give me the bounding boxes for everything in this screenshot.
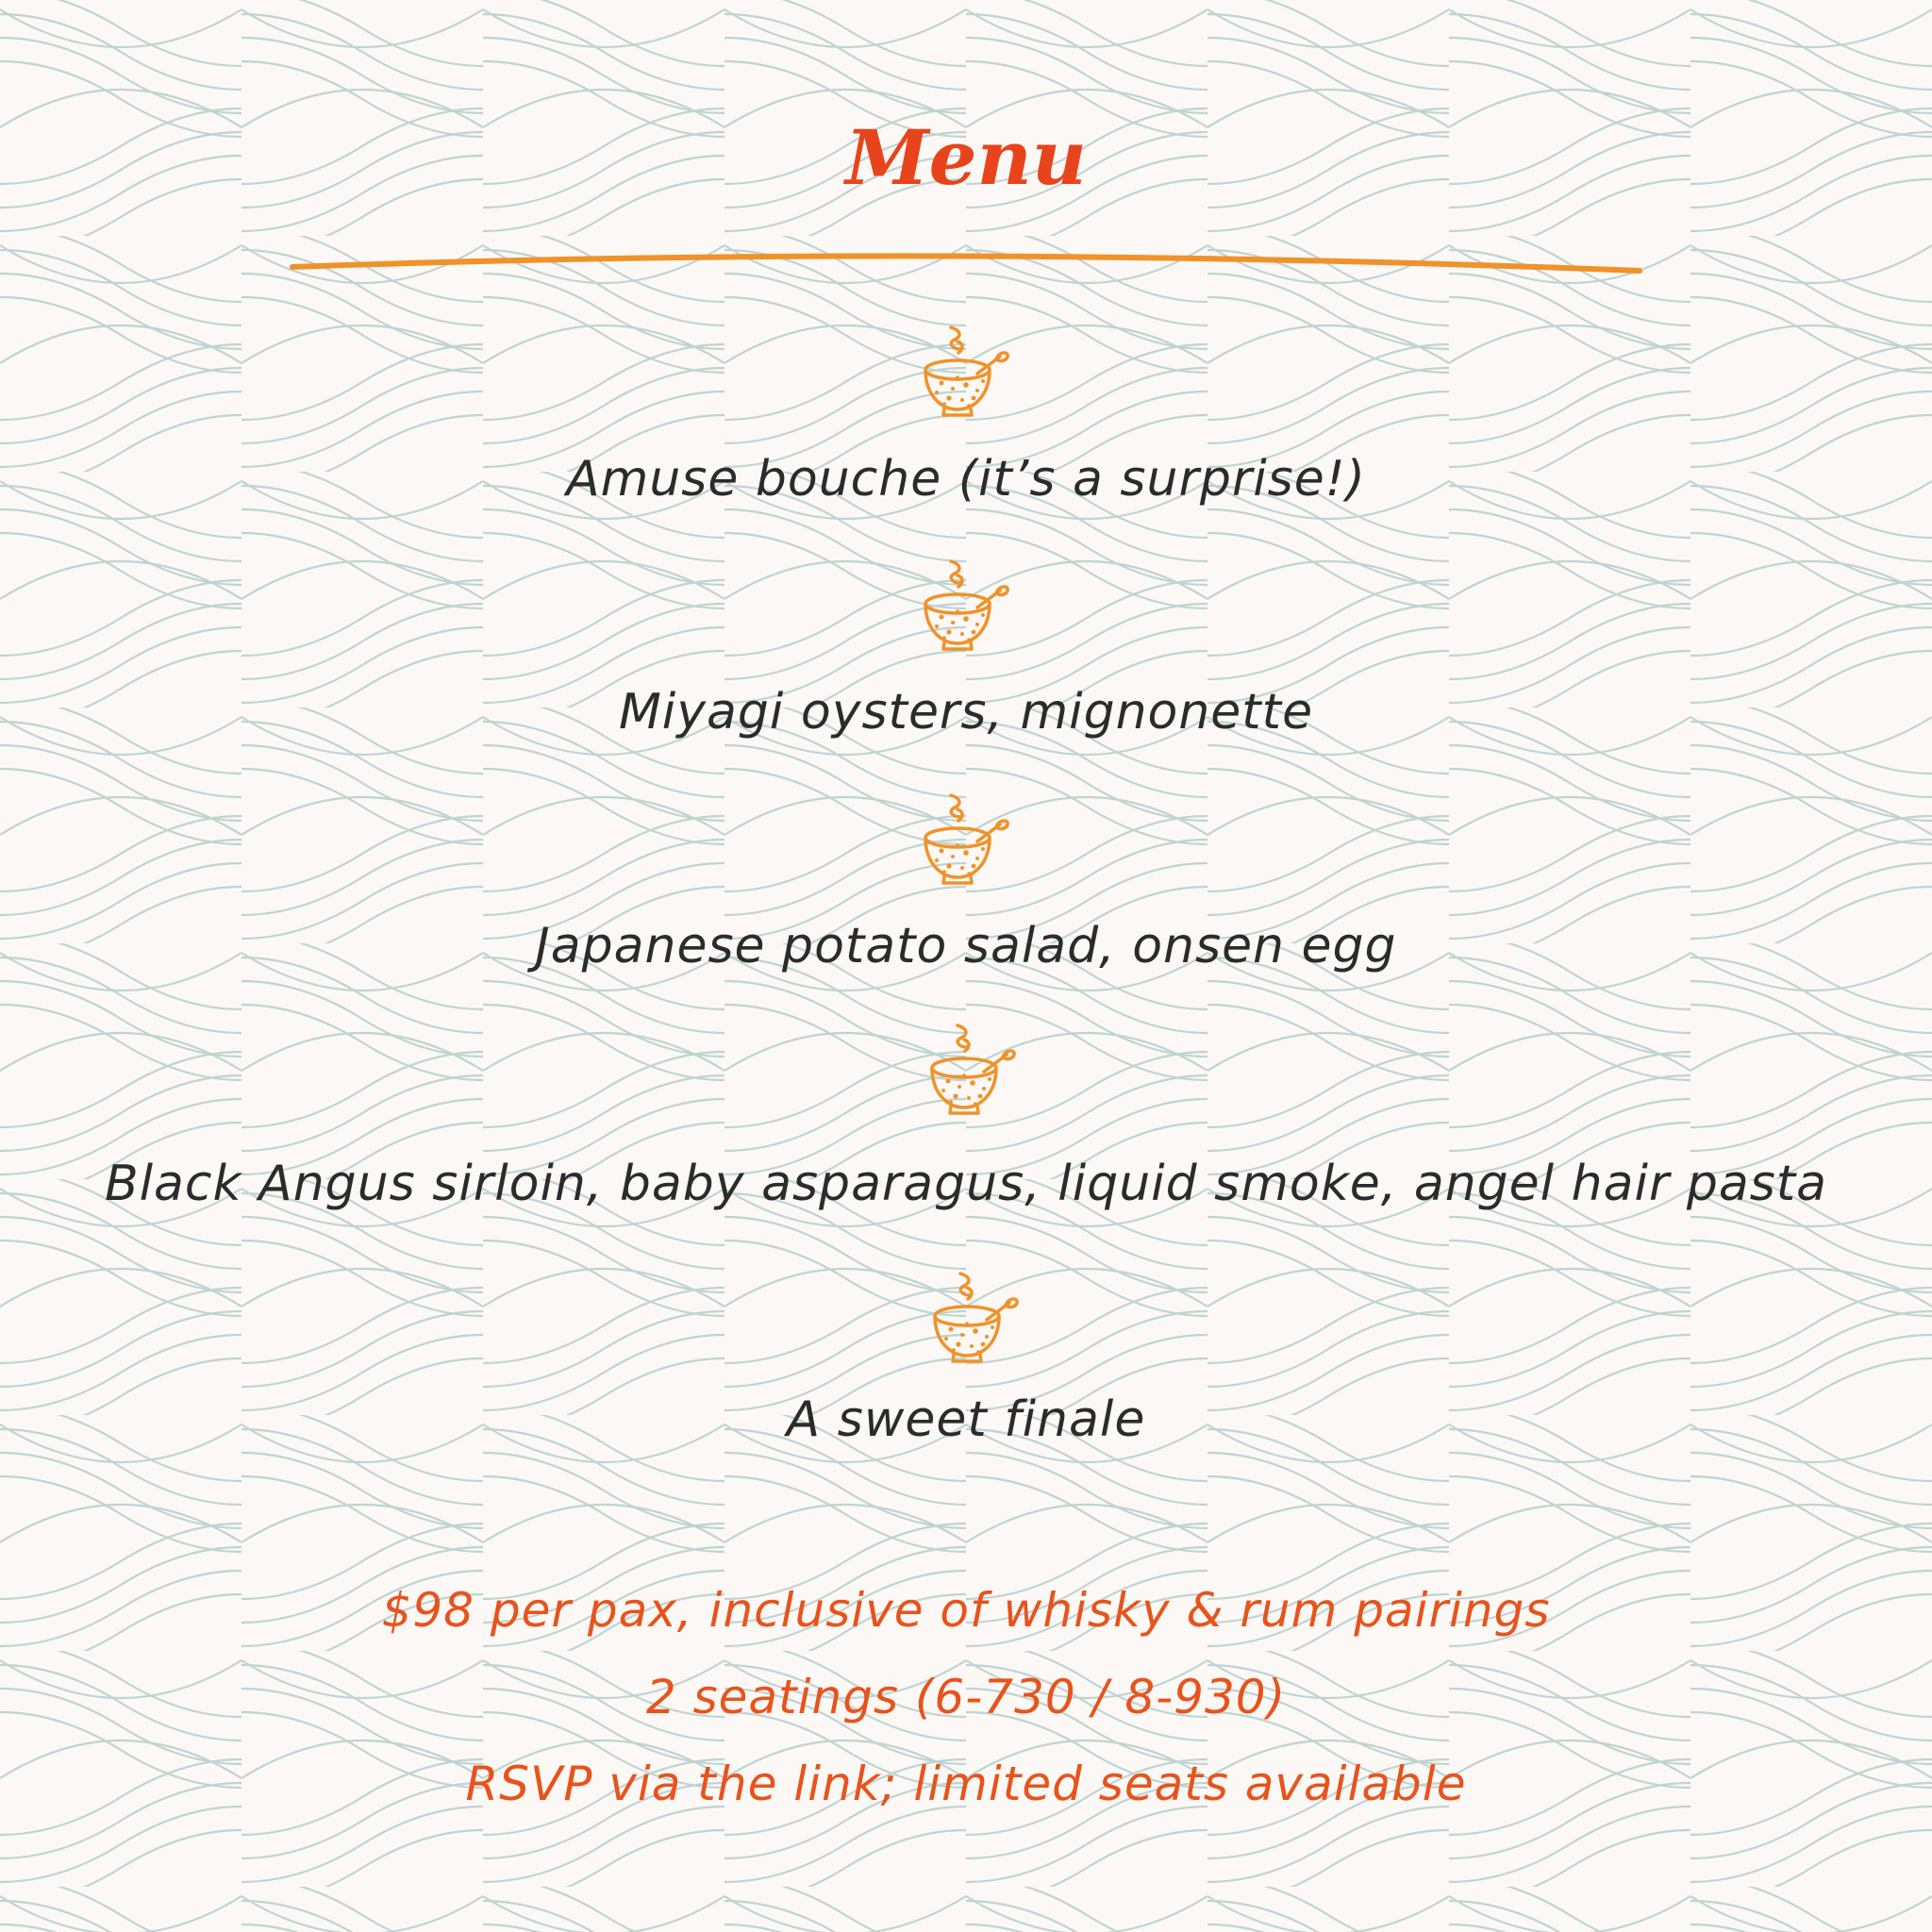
seating-info: 2 seatings (6-730 / 8-930) bbox=[645, 1670, 1287, 1724]
soup-bowl-icon bbox=[913, 323, 1017, 426]
soup-bowl-icon bbox=[923, 1269, 1026, 1373]
price-info: $98 per pax, inclusive of whisky & rum pairings bbox=[381, 1583, 1551, 1638]
rsvp-info: RSVP via the link; limited seats available bbox=[465, 1757, 1467, 1811]
title-underline bbox=[0, 236, 1932, 283]
soup-bowl-icon bbox=[913, 557, 1017, 660]
soup-bowl-icon bbox=[920, 1021, 1024, 1124]
menu-title: Menu bbox=[845, 113, 1087, 202]
course-item: Miyagi oysters, mignonette bbox=[618, 684, 1314, 741]
course-item: Black Angus sirloin, baby asparagus, liquid smoke, angel hair pasta bbox=[104, 1156, 1828, 1212]
course-item: Amuse bouche (it’s a surprise!) bbox=[566, 451, 1366, 508]
soup-bowl-icon bbox=[913, 791, 1017, 894]
course-item: Japanese potato salad, onsen egg bbox=[535, 918, 1397, 974]
course-item: A sweet finale bbox=[786, 1391, 1146, 1448]
